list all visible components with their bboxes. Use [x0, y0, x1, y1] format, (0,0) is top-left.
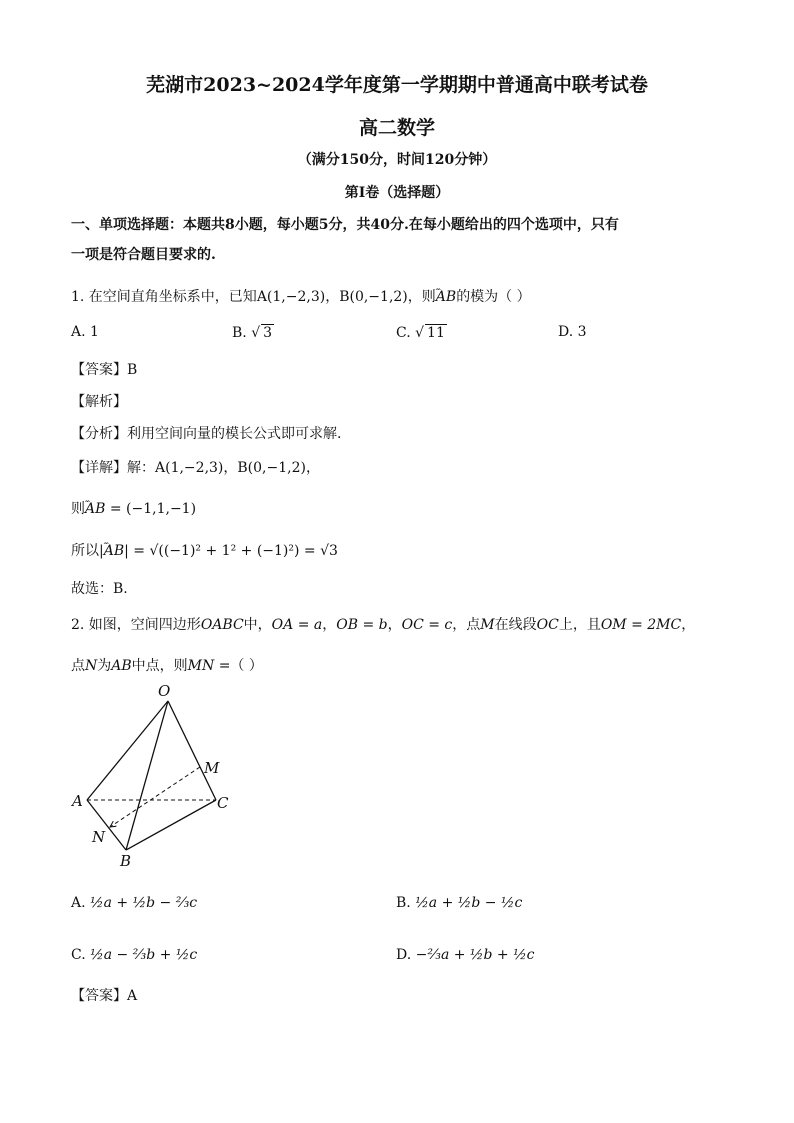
q1-step1: [71, 498, 196, 518]
q2-ob: OB = b: [336, 617, 388, 633]
label-b: B: [120, 852, 132, 870]
q2-option-a-label: A.: [71, 895, 86, 911]
q2-oc: OC = c: [401, 617, 453, 633]
q2-relation: OM = 2MC: [600, 617, 682, 633]
q1-answer: 【答案】B: [71, 362, 138, 378]
q2-prefix: 2. 如图，空间四边形: [71, 617, 201, 633]
q1-comma: ，: [325, 289, 340, 305]
q1-step2-expr: = √((−1)² + 1² + (−1)²) = √3: [133, 543, 338, 559]
q1-point-b: B(0,−1,2): [339, 289, 408, 305]
q1-option-b: B. √ 3: [232, 325, 273, 341]
q1-option-b-value: 3: [263, 325, 273, 341]
q2-option-d: [396, 947, 535, 963]
section-heading-line2: 一项是符合题目要求的.: [71, 247, 216, 263]
q1-stem-prefix: 1. 在空间直角坐标系中，已知: [71, 289, 257, 305]
q1-detail-points: A(1,−2,3)，B(0,−1,2)，: [155, 460, 320, 476]
q2-option-c: [71, 947, 197, 963]
exam-title: 芜湖市2023~2024学年度第一学期期中普通高中联考试卷: [146, 74, 648, 96]
q2-option-b: [396, 895, 522, 911]
q1-stem-suffix: 的模为（ ）: [456, 289, 531, 305]
q1-detail: [71, 457, 320, 477]
label-a: A: [72, 792, 83, 810]
q2-line2-end: （ ）: [230, 658, 263, 674]
q1-stem-mid: ，则: [407, 289, 436, 305]
q1-stem: [71, 286, 531, 306]
q2-answer: 【答案】A: [71, 988, 138, 1004]
q1-step2-prefix: 所以: [71, 543, 99, 559]
label-o: O: [158, 682, 171, 700]
q2-ab: AB: [111, 658, 132, 674]
q1-step2-vector: ꞈꞈ AB: [104, 543, 124, 559]
q1-step2: 所以|ꞈꞈ AB| = √((−1)² + 1² + (−1)²) = √3: [71, 540, 338, 560]
label-n: N: [92, 828, 106, 846]
q1-option-c-value: 11: [427, 325, 445, 341]
q1-analysis: 【分析】利用空间向量的模长公式即可求解.: [71, 426, 342, 442]
q1-option-b-label: B.: [232, 325, 247, 341]
q2-line2-prefix: 点: [71, 658, 85, 674]
q2-option-b-label: B.: [396, 895, 411, 911]
volume-title: 第I卷（选择题）: [344, 185, 450, 201]
q2-option-c-label: C.: [71, 947, 86, 963]
edge-ob: [126, 701, 168, 850]
q2-mid2: ，点: [452, 617, 481, 633]
q1-option-a-label: A. 1: [71, 324, 99, 340]
q1-option-d-label: D. 3: [558, 324, 587, 340]
q2-mn: MN =: [187, 658, 231, 674]
q2-stem-line2: [71, 655, 263, 675]
q1-point-a: A(1,−2,3): [256, 289, 326, 305]
q2-m: M: [480, 617, 495, 633]
q2-oc-seg: OC: [536, 617, 559, 633]
q2-line2-mid2: 中点，则: [131, 658, 188, 674]
q1-option-c-label: C.: [396, 325, 411, 341]
q1-vector-ab: ꞈꞈ AB: [436, 289, 456, 305]
q2-mid4: 上，且: [558, 617, 601, 633]
q1-analysis-tag: 【解析】: [71, 394, 127, 410]
q2-option-a: [71, 895, 197, 911]
q2-mid3: 在线段: [494, 617, 537, 633]
tetrahedron-figure: [60, 680, 260, 870]
q2-end1: ，: [681, 617, 696, 633]
q1-step1-prefix: 则: [71, 501, 85, 517]
edge-oa: [87, 701, 168, 800]
q2-n: N: [85, 658, 98, 674]
q2-quad: OABC: [200, 617, 244, 633]
label-c: C: [217, 794, 229, 812]
section-heading-line1: 一、单项选择题：本题共8小题，每小题5分，共40分.在每小题给出的四个选项中，只有: [71, 217, 619, 233]
q2-option-c-expr: ½a − ⅔b + ½c: [90, 947, 198, 963]
q1-step1-vector: ꞈꞈ AB: [85, 501, 105, 517]
label-m: M: [204, 759, 220, 777]
q1-option-d: [558, 324, 587, 340]
q2-stem-line1: 2. 如图，空间四边形OABC中，OA = a，OB = b，OC = c，点M在线段OC上，且OM = 2MC，: [71, 617, 696, 633]
subject-title: 高二数学: [358, 117, 435, 139]
q2-line2-mid: 为: [97, 658, 112, 674]
score-time: （满分150分，时间120分钟）: [297, 152, 497, 168]
q1-conclusion: 故选：B.: [71, 581, 128, 597]
edge-oc: [168, 701, 216, 800]
q1-step1-expr: = (−1,1,−1): [109, 501, 197, 517]
q2-option-d-expr: −⅔a + ½b + ½c: [415, 947, 535, 963]
q2-oa: OA = a: [271, 617, 323, 633]
q2-option-b-expr: ½a + ½b − ½c: [415, 895, 523, 911]
q2-option-a-expr: ½a + ½b − ⅔c: [90, 895, 198, 911]
q1-detail-prefix: 【详解】解：: [71, 460, 155, 476]
q2-mid: 中，: [243, 617, 272, 633]
q2-option-d-label: D.: [396, 947, 412, 963]
vector-mn-dashed: [110, 767, 200, 827]
q1-option-a: [71, 324, 99, 340]
q1-option-c: C. √ 11: [396, 325, 445, 341]
